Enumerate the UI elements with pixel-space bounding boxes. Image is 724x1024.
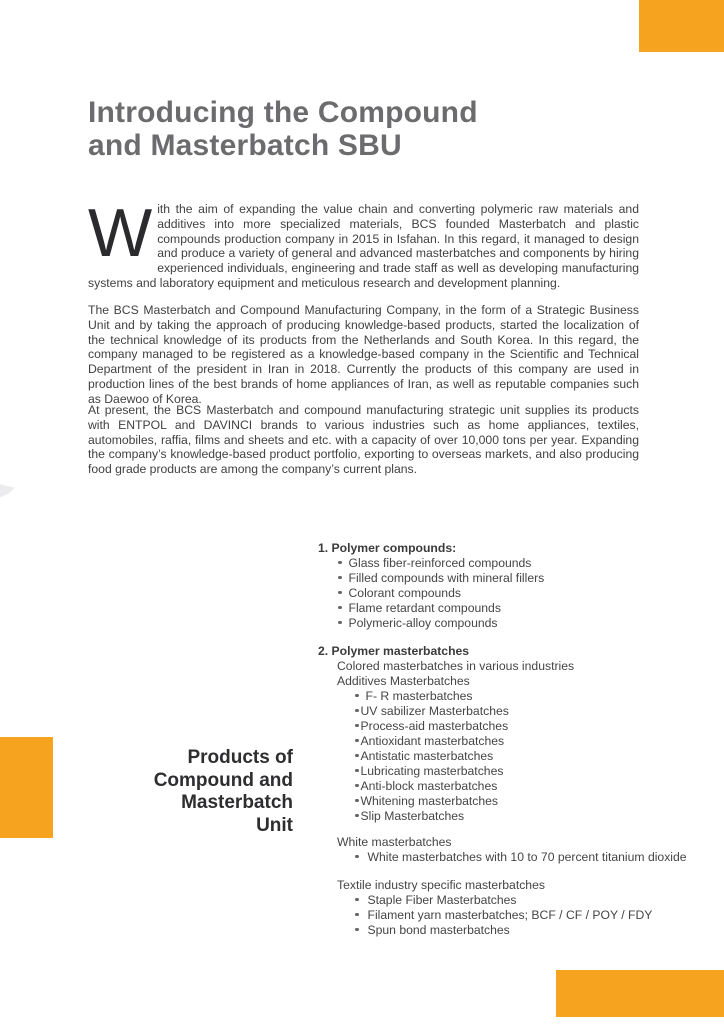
product-item [318, 556, 713, 571]
current-plans-paragraph: At present, the BCS Masterbatch and compound manufacturing strategic unit supplies its products with ENTPOL and DAVINCI brands to various industries such as home appliances, textiles, automobiles, raffia, films and sheets and etc. with a capacity of over 10,000 tons per year. Expanding the company’s knowledge-based product portfolio, exporting to overseas markets, and also producing food grade products are among the company’s current plans. [88, 403, 639, 476]
product-item [318, 809, 713, 824]
gray-fold-mark [0, 483, 15, 498]
product-item [318, 908, 713, 923]
intro-paragraph-text: ith the aim of expanding the value chain and converting polymeric raw materials and additives into more specialized materials, BCS founded Masterbatch and plastic compounds production company in 2015 in Isfahan. In this regard, it managed to design and produce a variety of general and advanced masterbatches and components by hiring experienced individuals, engineering and trade staff as well as developing manufacturing systems and laboratory equipment and meticulous research and development planning. [88, 202, 639, 290]
product-item [318, 571, 713, 586]
bullet-icon [355, 769, 359, 773]
product-item-label: Anti-block masterbatches [360, 779, 498, 793]
product-group-title: 1. Polymer compounds: [318, 541, 457, 555]
products-heading-line-2: Compound and [153, 769, 293, 791]
product-item-label: UV sabilizer Masterbatches [360, 704, 509, 718]
company-history-paragraph: The BCS Masterbatch and Compound Manufacturing Company, in the form of a Strategic Business Unit and by taking the approach of producing knowledge-based products, started the localization of the technical knowledge of its products from the Netherlands and South Korea. In this regard, the company managed to be registered as a knowledge-based company in the Scientific and Technical Department of the president in Iran in 2018. Currently the products of this company are used in production lines of the best brands of home appliances of Iran, as well as reputable companies such as Daewoo of Korea. [88, 303, 639, 406]
product-item [318, 764, 713, 779]
bullet-icon [338, 606, 342, 610]
bullet-icon [355, 799, 359, 803]
product-item [318, 704, 713, 719]
products-heading-line-1: Products of [187, 747, 293, 768]
bullet-icon [338, 591, 342, 595]
product-item-label: Process-aid masterbatches [360, 719, 509, 733]
product-item-label: Colorant compounds [348, 586, 461, 600]
product-item-label: Filled compounds with mineral fillers [348, 571, 545, 585]
product-item [318, 850, 713, 865]
bullet-icon [355, 709, 359, 713]
product-item [318, 749, 713, 764]
bullet-icon [355, 739, 359, 743]
product-item-label: Whitening masterbatches [360, 794, 499, 808]
orange-accent-left [0, 737, 53, 838]
product-item [318, 689, 713, 704]
product-item-label: Antioxidant masterbatches [360, 734, 505, 748]
product-item [318, 794, 713, 809]
product-item [318, 719, 713, 734]
product-item-label: Lubricating masterbatches [360, 764, 504, 778]
product-item-label: Glass fiber-reinforced compounds [348, 556, 532, 570]
product-item [318, 601, 713, 616]
bullet-icon [355, 898, 359, 902]
page-title-line-1: Introducing the Compound [88, 96, 478, 129]
product-item [318, 923, 713, 938]
bullet-icon [355, 754, 359, 758]
bullet-icon [355, 913, 359, 917]
orange-accent-bottom-right [556, 970, 724, 1017]
product-item [318, 734, 713, 749]
page-title [88, 96, 478, 162]
bullet-icon [355, 814, 359, 818]
page-title-line-2: and Masterbatch SBU [88, 129, 402, 162]
product-item-label: Flame retardant compounds [348, 601, 501, 615]
product-item-label: White masterbatches with 10 to 70 percent titanium dioxide [367, 850, 687, 864]
product-item [318, 586, 713, 601]
product-group-title: 2. Polymer masterbatches [318, 644, 470, 658]
product-item-label: Staple Fiber Masterbatches [367, 893, 517, 907]
bullet-icon [355, 784, 359, 788]
bullet-icon [355, 928, 359, 932]
intro-paragraph [88, 195, 639, 291]
product-item-label: Slip Masterbatches [360, 809, 465, 823]
bullet-icon [338, 576, 342, 580]
product-subcategory-label: Colored masterbatches in various industries [337, 659, 575, 673]
products-lists [318, 541, 713, 938]
orange-accent-top-right [639, 0, 724, 52]
product-group-title: Textile industry specific masterbatches [337, 878, 545, 892]
product-item-label: Polymeric-alloy compounds [348, 616, 498, 630]
bullet-icon [338, 561, 342, 565]
dropcap-letter: W [88, 195, 151, 271]
products-heading-line-3: Masterbatch [181, 792, 293, 813]
bullet-icon [355, 724, 359, 728]
products-section-heading [88, 747, 293, 837]
bullet-icon [355, 855, 359, 859]
product-item [318, 893, 713, 908]
product-item-label: F- R masterbatches [365, 689, 473, 703]
product-group [318, 644, 713, 824]
bullet-icon [338, 621, 342, 625]
product-group [318, 541, 713, 631]
product-subcategory-label: Additives Masterbatches [337, 674, 470, 688]
product-group [318, 878, 713, 938]
products-heading-line-4: Unit [256, 814, 293, 836]
product-item-label: Spun bond masterbatches [367, 923, 510, 937]
product-item-label: Antistatic masterbatches [360, 749, 494, 763]
bullet-icon [355, 694, 359, 698]
product-item [318, 779, 713, 794]
product-item [318, 616, 713, 631]
product-group [318, 835, 713, 865]
product-group-title: White masterbatches [337, 835, 452, 849]
product-item-label: Filament yarn masterbatches; BCF / CF / POY / FDY [367, 908, 653, 922]
